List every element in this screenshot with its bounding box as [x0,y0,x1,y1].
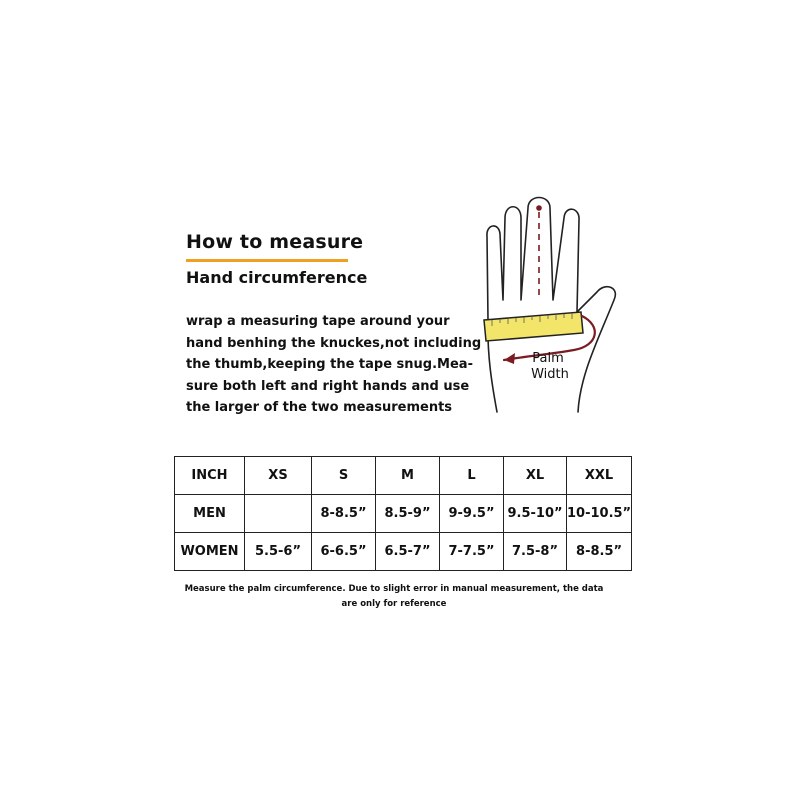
table-cell: 5.5-6” [245,533,312,571]
instruction-line: the larger of the two measurements [186,400,453,415]
table-row-women [175,533,632,571]
width-label: Width [531,367,569,382]
table-cell: 6-6.5” [312,533,376,571]
header-cell: XXL [567,457,632,495]
table-row-men [175,495,632,533]
instruction-line: wrap a measuring tape around your [186,314,450,329]
header-cell: XL [504,457,567,495]
subtitle: Hand circumference [186,268,368,287]
row-label: MEN [175,495,245,533]
table-cell: 8.5-9” [376,495,440,533]
table-cell: 10-10.5” [567,495,632,533]
finger-measure-dot [536,205,542,211]
header-cell: XS [245,457,312,495]
instruction-line: sure both left and right hands and use [186,378,470,394]
instruction-line: the thumb,keeping the tape snug.Mea- [186,357,473,372]
hand-illustration [470,192,630,422]
header-cell: INCH [175,457,245,495]
title-underline [186,259,348,262]
table-cell: 6.5-7” [376,533,440,571]
page-title: How to measure [186,231,364,253]
footnote: Measure the palm circumference. Due to slight error in manual measurement, the data are only for reference [184,584,604,609]
row-label: WOMEN [175,533,245,571]
table-header-row [175,457,632,495]
table-cell: 7-7.5” [440,533,504,571]
palm-label: Palm [532,351,564,366]
table-cell [245,495,312,533]
header-cell: M [376,457,440,495]
header-cell: S [312,457,376,495]
table-cell: 8-8.5” [312,495,376,533]
instructions [186,311,482,419]
header-cell: L [440,457,504,495]
size-chart-table [174,456,632,571]
instruction-line: hand benhing the knuckes,not including [186,335,482,351]
table-cell: 8-8.5” [567,533,632,571]
table-cell: 9.5-10” [504,495,567,533]
table-cell: 9-9.5” [440,495,504,533]
table-cell: 7.5-8” [504,533,567,571]
